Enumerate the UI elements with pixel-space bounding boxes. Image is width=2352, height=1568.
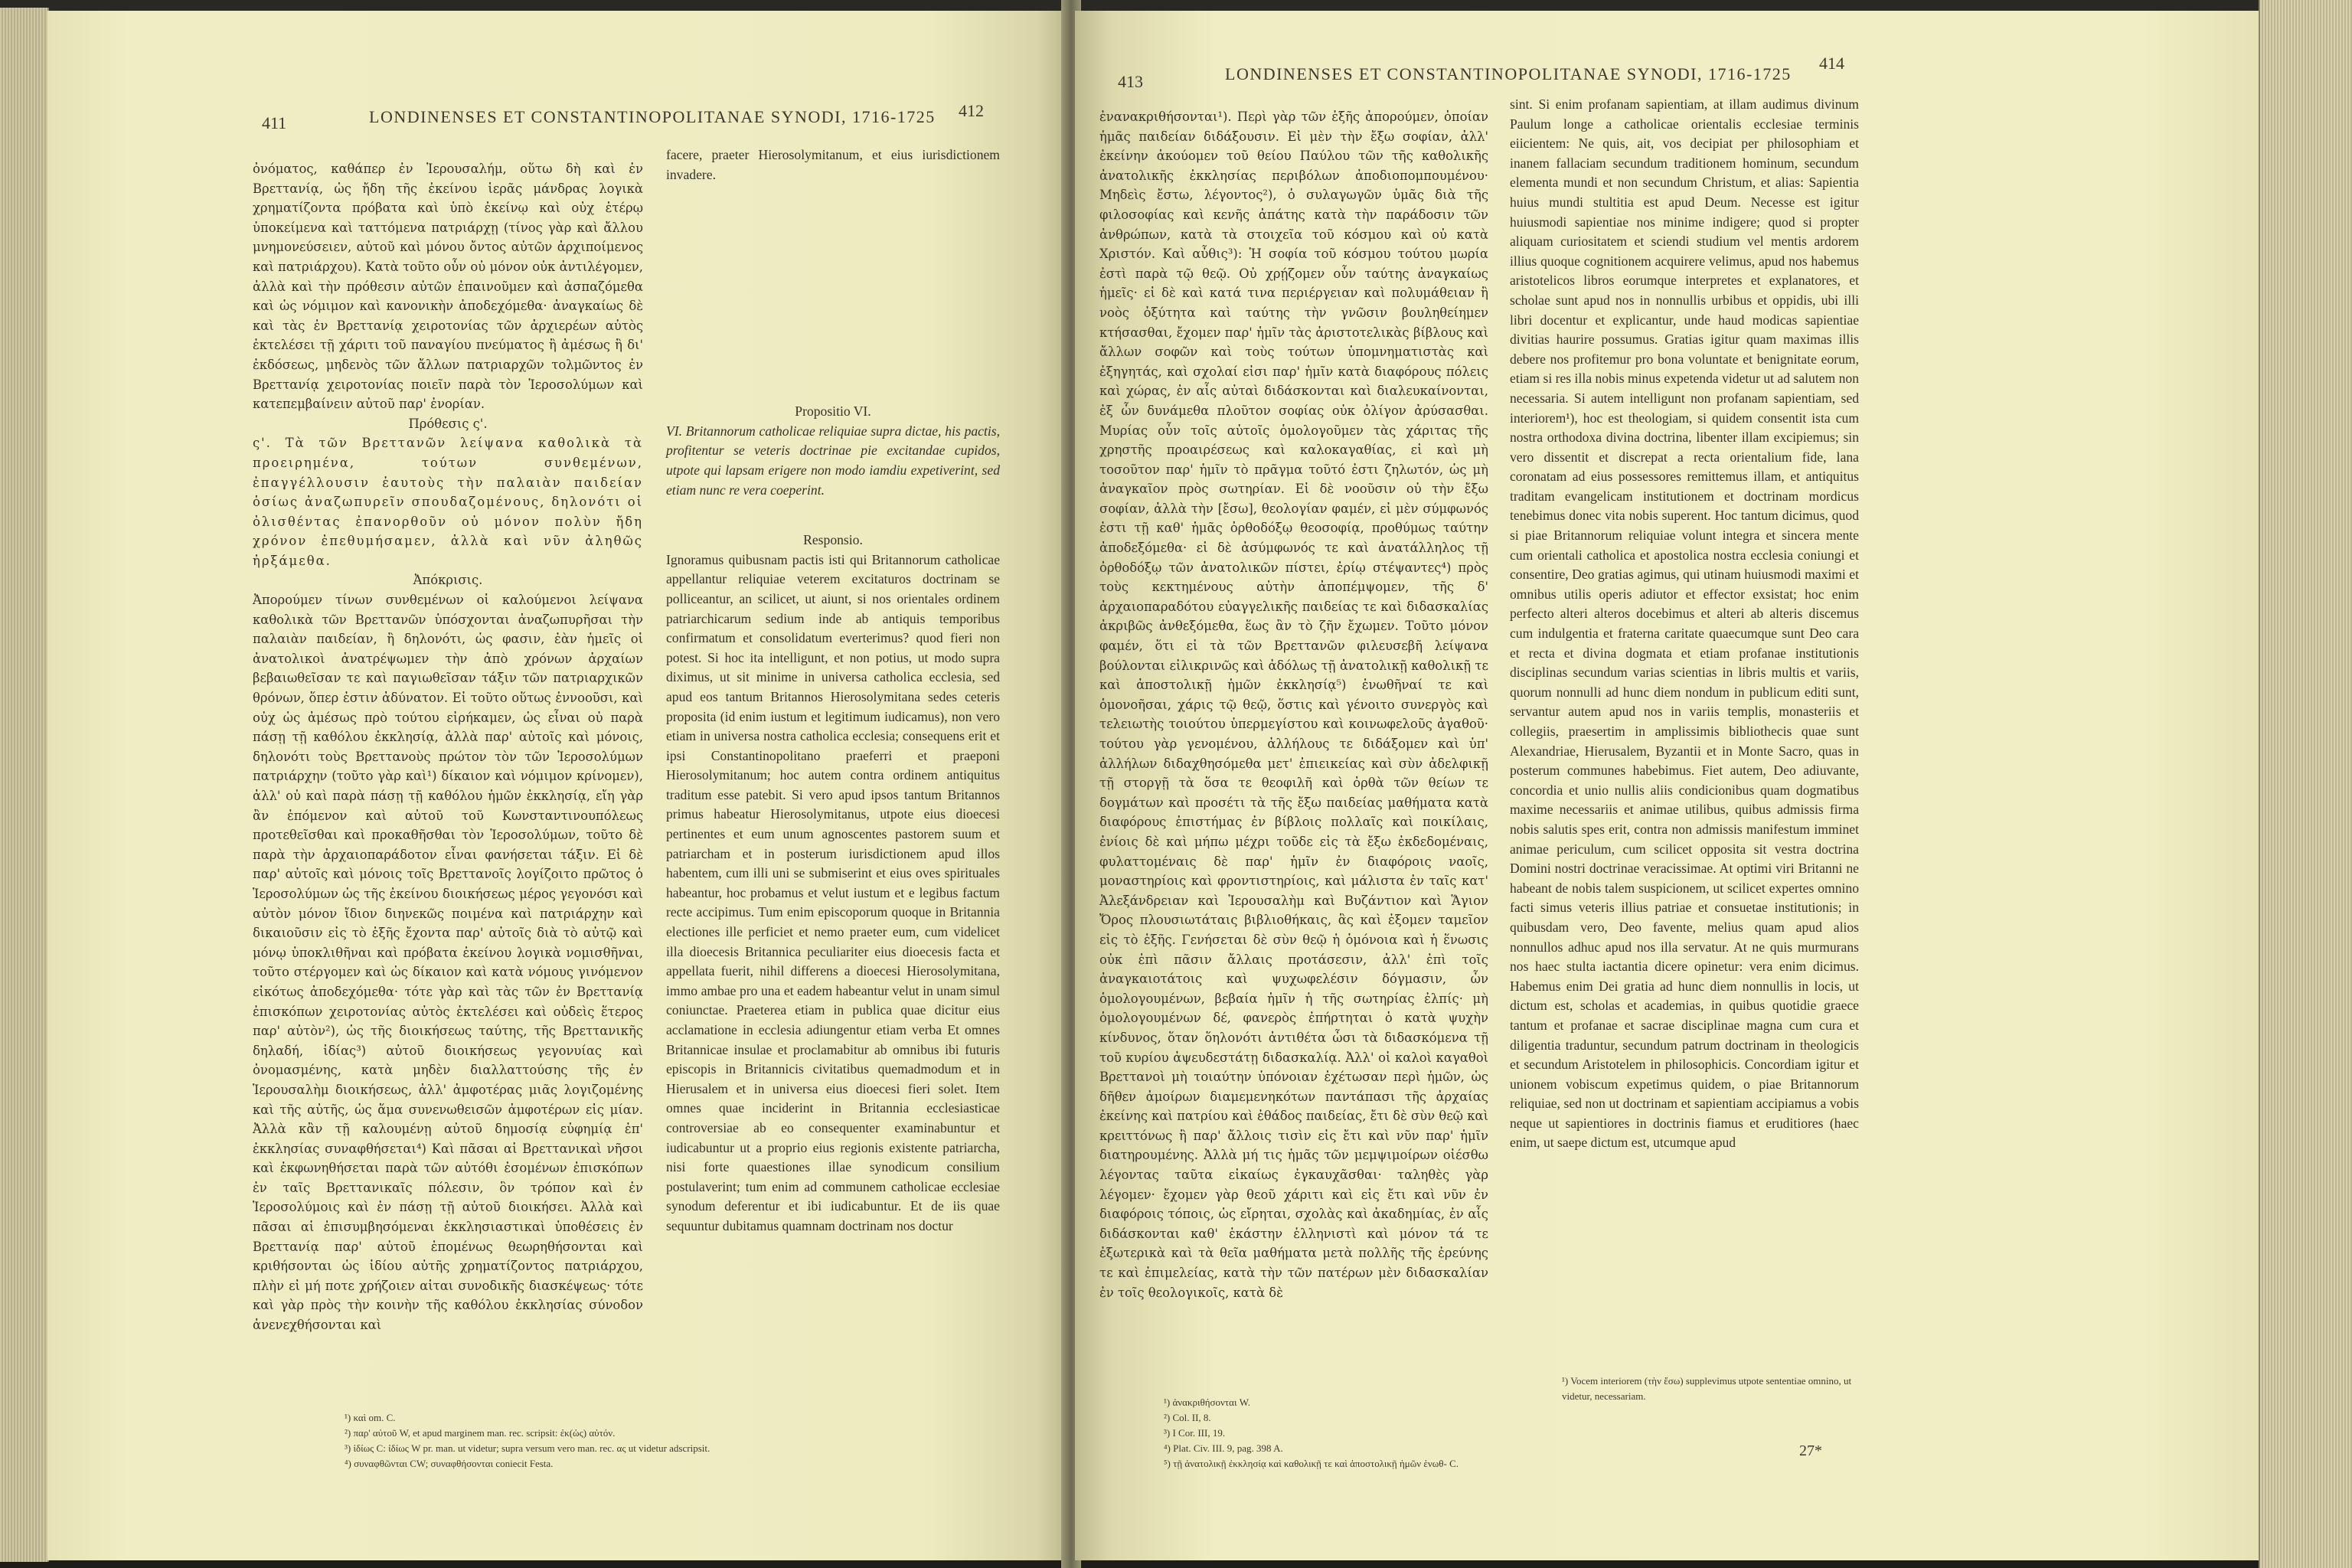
latin-column-right: [1510, 95, 1859, 1153]
greek-response-text: Ἀπορούμεν τίνων συνθεμένων οἱ καλούμενοι λείψανα καθολικὰ τῶν Βρεττανῶν ὑπόσχονται ἀναζωπυρῆσαι τὴν παλαιὰν παιδείαν, ἢ δηλονότι, ὡς φασιν, ἐὰν ἡμεῖς οἱ ἀνατολικοὶ ἀνατρέψωμεν τὴν ἀπὸ χρόνων ἀρχαίων βεβαιωθεῖσαν τε καὶ παγιωθεῖσαν τάξιν τῶν πατριαρχικῶν θρόνων, ὅπερ ἐστιν ἀδύνατον. Εἰ τοῦτο οὕτως ἐννοοῦσι, καὶ οὐχ ὡς ἀμέσως πρὸ τούτου εἰρήκαμεν, ὡς εἶναι οὐ παρὰ πάσῃ τῇ καθόλου ἐκκλησίᾳ, ἀλλὰ παρ' αὐτοῖς καὶ μόνοις, δηλονότι τοὺς Βρεττανοὺς πρώτον τὸν τῶν Ἱεροσολύμων πατριάρχην (τοῦτο γὰρ καὶ¹) δίκαιον καὶ νόμιμον κρίνομεν), ἀλλ' οὐ καὶ παρὰ πάσῃ τῇ καθόλου ἡμῶν ἐκκλησίᾳ, εἴη γὰρ ἂν ἑπόμενον καὶ αὐτοῦ τοῦ Κωνσταντινουπόλεως προτεθεῖσθαι καὶ προκαθῆσθαι τὸν Ἱεροσολύμων, τοῦτο δὲ παρὰ τὴν ἀρχαιοπαράδοτον εἶναι φανήσεται τάξιν. Εἰ δὲ παρ' αὐτοῖς καὶ μόνοις τοῖς Βρεττανοῖς λογίζοιτο πρῶτος ὁ Ἱεροσολύμων ὡς τῆς ἐκείνου διοικήσεως μέρος γεγονόσι καὶ αὐτὸν μόνον ἴδιον διηνεκῶς ποιμένα καὶ πατριάρχην καὶ δικαιοῦσιν εἰς τὸ ἑξῆς ἔχοντα παρ' αὐτοῖς διὰ τὸ αὐτῷ καὶ μόνῳ ὑποκλιθῆναι καὶ πρόβατα ἐκείνου λογικὰ νομισθῆναι, τοῦτο στέργομεν καὶ ὡς δίκαιον καὶ κατὰ νόμους γινόμενον εἰκότως ἀποδεχόμεθα· τότε γὰρ καὶ τὰς τῶν ἐν Βρεττανίᾳ ἐπισκόπων χειροτονίας αὐτὸς ἐκτελέσει καὶ οὐδεὶς ἕτερος παρ' αὐτὸν²), ὡς τῆς διοικήσεως ταύτης, τῆς Βρεττανικῆς δηλαδή, ἰδίας³) αὐτοῦ διοικήσεως γεγονυίας καὶ ὀνομασμένης, κατὰ μηδὲν διαλλαττούσης τῆς ἐν Ἱερουσαλὴμ διοικήσεως, ἀλλ' ἀμφοτέρας μιᾶς λογιζομένης καὶ τῆς αὐτῆς, ὡς ἅμα συνενωθεισῶν ἀμφοτέρων εἰς μίαν. Ἀλλὰ κἂν τῇ καλουμένῃ αὐτοῦ δημοσίᾳ εὐφημίᾳ ἐπ' ἐκκλησίας συναφθήσεται⁴) Καὶ πᾶσαι αἱ Βρεττανικαὶ νῆσοι καὶ ἐκφωνηθήσεται παρὰ τῶν αὐτόθι ἐσομένων ἐπισκόπων ἐν ταῖς Βρεττανικαῖς πόλεσιν, ὃν τρόπον καὶ ἐν Ἱεροσολύμοις καὶ ἐν πάσῃ τῇ αὐτοῦ διοικήσει. Ἀλλὰ καὶ πᾶσαι αἱ ἐπισυμβησόμεναι ἐκκλησιαστικαὶ ὑποθέσεις ἐν Βρεττανίᾳ παρ' αὐτοῦ ἑπομένως θεωρηθήσονται καὶ κριθήσονται ὡς ἰδίου αὐτῆς χρηματίζοντος πατριάρχου, πλὴν εἰ μή ποτε χρήζοιεν αἱται συνοδικῆς διασκέψεως· τότε καὶ γὰρ πρὸς τὴν κοινὴν τῆς καθόλου ἐκκλησίας σύνοδον ἀνενεχθήσονται καὶ: [253, 593, 643, 1333]
latin-proposition-text: VI. Britannorum catholicae reliquiae supra dictae, his pactis, profitentur se veteris doctrinae pie excitandae cupidos, utpote qui lapsam erigere non modo iamdiu expetiverint, sed etiam nunc re vera coeperint.: [666, 423, 1000, 498]
footnote-right-latin: ¹) Vocem interiorem (τὴν ἔσω) supplevimus utpote sententiae omnino, ut videtur, necessariam.: [1562, 1375, 1852, 1402]
page-number-413: 413: [1118, 72, 1143, 91]
greek-column-left: [253, 159, 643, 1335]
footnote: ³) ἰδίως C: ἰδίως W pr. man. ut videtur; supra versum vero man. rec. ας ut videtur adscripsit.: [345, 1442, 710, 1454]
footnotes-left: [345, 1410, 773, 1472]
greek-response-heading: Ἀπόκρισις.: [413, 573, 483, 588]
running-head-left: LONDINENSES ET CONSTANTINOPOLITANAE SYNODI, 1716-1725: [369, 107, 936, 126]
footnote: ¹) ἀνακριθήσονται W.: [1164, 1396, 1251, 1408]
latin-intro-paragraph: facere, praeter Hierosolymitanum, et eius iurisdictionem invadere.: [666, 147, 1000, 182]
right-page-edges: [2259, 0, 2352, 1568]
latin-text-right: sint. Si enim profanam sapientiam, at illam audimus divinum Paulum longe a catholicae orientalis ecclesiae terminis eiicientem: Ne quis, ait, vos decipiat per philosophiam et inanem fallaciam secundum traditionem hominum, secundum elementa mundi et non secundum Christum, et alias: Sapientia huius mundi stultitia est apud Deum. Necesse est igitur huiusmodi sapientiae nos minime indigere; quod si propter aliquam curiositatem et sciendi studium vel mentis ardorem illius quoque cognitionem acquirere velimus, apud nos habemus aristotelicos libros eorumque interpretes et explanatores, et scholae sunt apud nos in nonnullis urbibus et oppidis, ubi illi libri docentur et explicantur, unde haud modicas sapientiae divitias haurire possumus. Gratias igitur quam maximas illis debere nos profitemur pro bona voluntate et benignitate eorum, etiam si res illa nobis minus expetenda videtur ut ad salutem non necessaria. Si autem intelligunt non profanam sapientiam, sed interiorem¹), hoc est theologiam, si quidem consentit ista cum nostra orthodoxa divina doctrina, libenter illam excipiemus; sin vero dissentit et discrepat a recta orientalium fide, lana coronatam ad eius possessores remittemus illam, et antiquitus traditam evangelicam institutionem et doctrinam mordicus tenebimus donec vita nobis superent. Hoc tantum dicimus, quod si piae Britannorum reliquiae volunt integra et sincera mente cum orientali catholica et apostolica nostra ecclesia coniungi et consentire, Deo gratias agimus, qui utinam huiusmodi maximi et omnibus utilis operis adiutor et effector exsistat; hoc enim perfecto alteri alteros docebimus et alteri ab alteris discemus cum indulgentia et fraterna caritate quaecumque sunt Deo cara et recta et divina dogmata et etiam profanae institutionis disciplinas secundum varias scientias in libris multis et variis, quorum nonnulli ad hunc diem nondum in publicum editi sunt, servantur autem apud nos in variis templis, monasteriis et collegiis, praesertim in amplissimis bibliothecis quae sunt Alexandriae, Hierusalem, Byzantii et in Monte Sacro, quas in posterum communes habebimus. Fiet autem, Deo adiuvante, concordia et unio nullis aliis condicionibus quam dogmatibus maxime necessariis et animae utilibus, quibus admissis firma nobis salutis spes erit, contra non admissis manifestum imminet animae periculum, cum scilicet opposita sit vestra doctrina Domini nostri doctrinae veracissimae. At optimi viri Britanni ne habeant de nobis talem suspicionem, ut scilicet expertes omnino facti simus veteris illius patriae et consuetae institutionis; in quibusdam vero, Deo favente, melius quam apud alios nonnullos adhuc apud nos illa servatur. At ne quis murmurans nos haec stulta iactantia dicere opinetur: vera enim dicimus. Habemus enim Dei gratia ad hunc diem nonnullis in locis, ut dictum est, scholas et academias, in quibus quotidie graece tantum et profanae et sacrae disciplinae magna cum cura et diligentia traduntur, secundum patrum doctrinam in theologicis et secundum Aristotelem in philosophicis. Concordiam igitur et unionem vobiscum expetimus quidem, o piae Britannorum reliquiae, sed non ut doctrinam et sapientiam accipiamus a vobis neque ut sapientiores in doctrinis fiamus et eruditiores (haec enim, ut saepe dictum est, utcumque apud: [1510, 96, 1859, 1151]
page-number-412: 412: [959, 101, 984, 120]
latin-proposition-heading: Propositio VI.: [795, 403, 871, 420]
footnote: ¹) καὶ om. C.: [345, 1412, 396, 1423]
greek-intro-paragraph: ὀνόματος, καθάπερ ἐν Ἱερουσαλήμ, οὕτω δὴ καὶ ἐν Βρεττανίᾳ, ὡς ἤδη τῆς ἐκείνου ἱερᾶς μάνδρας λογικὰ χρηματίζοντα πρόβατα καὶ ὑπὸ ἐκείνῳ καὶ οὐχ ἑτέρῳ ὑποκείμενα καὶ ταττόμενα πατριάρχῃ (τίνος γὰρ καὶ ἄλλου μνημονεύσειεν, αὐτοῦ καὶ μόνου ὄντος αὐτῶν ἀρχιποίμενος καὶ πατριάρχου). Κατὰ τοῦτο οὖν οὐ μόνον οὐκ ἀντιλέγομεν, ἀλλὰ καὶ τὴν πρόθεσιν αὐτῶν ἐπαινοῦμεν καὶ ἀσπαζόμεθα καὶ ὡς νόμιμον καὶ κανονικὴν ἀποδεχόμεθα· ἀναγκαίως δὲ καὶ τὰς ἐν Βρεττανίᾳ χειροτονίας τῶν ἀρχιερέων αὐτὸς ἐκτελέσει τῇ χάριτι τοῦ παναγίου πνεύματος ἢ ἀμέσως ἢ δι' ἐκδόσεως, μηδενὸς τῶν ἄλλων πατριαρχῶν τολμῶντος ἐν Βρεττανίᾳ χειροτονίας ποιεῖν παρὰ τὸν Ἱεροσολύμων καὶ κατεπεμβαίνειν αὐτοῦ παρ' ἐνορίαν.: [253, 162, 643, 412]
footnote: ²) Col. II, 8.: [1164, 1412, 1211, 1423]
signature-mark: 27*: [1799, 1442, 1822, 1459]
footnote: ⁵) τῇ ἀνατολικῇ ἐκκλησίᾳ καὶ καθολικῇ τε καὶ ἀποστολικῇ ἡμῶν ἑνωθ- C.: [1164, 1458, 1459, 1469]
greek-column-right: [1099, 107, 1488, 1302]
page-number-414: 414: [1819, 54, 1844, 73]
page-number-411: 411: [262, 113, 287, 132]
left-page: [47, 11, 1067, 1560]
right-page: [1075, 11, 2259, 1560]
footnote: ⁴) Plat. Civ. III. 9, pag. 398 A.: [1164, 1442, 1283, 1454]
latin-column-left: [666, 145, 1000, 1236]
latin-response-text: Ignoramus quibusnam pactis isti qui Britannorum catholicae appellantur reliquiae veterem excitaturos doctrinam se polliceantur, an scilicet, ut aiunt, si nos orientales ordinem patriarchicarum sedium inde ab antiquis temporibus confirmatum et consolidatum everterimus? quod fieri non potest. Si hoc ita intelligunt, et non potius, ut modo supra diximus, ut sit minime in universa catholica ecclesia, sed apud eos tantum Britannos Hierosolymitana sedes ceteris proposita (id enim iustum et legitimum iudicamus), non vero etiam in universa nostra catholica ecclesia; consequens erit et ipsi Constantinopolitano praeferri et praeponi Hierosolymitanum; hoc autem contra ordinem antiquitus traditum esse patebit. Si vero apud ipsos tantum Britannos primus habeatur Hierosolymitanus, utpote eius dioecesi pertinentes et eum unum agnoscentes pastorem suum et patriarcham et in posterum iurisdictionem apud illos habentem, cum illi uni se submiserint et eius oves spirituales habeantur, hoc probamus et velut iustum et e legibus factum recte accipimus. Tum enim episcoporum quoque in Britannia electiones ille perficiet et nemo praeter eum, cum videlicet illa dioecesis Britannica peculiariter eius dioecesis facta et appellata fuerit, nihil differens a dioecesi Hierosolymitana, immo ambae pro una et eadem habeantur velut in unam simul coniunctae. Praeterea etiam in publica quae dicitur eius acclamatione in ecclesia adiungentur etiam verba Et omnes Britannicae insulae et proclamabitur ab omnibus ibi futuris episcopis in Britannicis civitatibus quemadmodum et in Hierusalem et in universa eius dioecesi fieri solet. Item omnes quae inciderint in Britannia ecclesiasticae controversiae ab eo consequenter examinabuntur et iudicabuntur ut a proprio eius regionis existente patriarcha, nisi forte quaestiones illae synodicum consilium postulaverint; tum enim ad communem catholicae ecclesiae synodum deferentur et ibi iudicabuntur. Et de iis quae sequuntur dubitamus quamnam doctrinam nos doctur: [666, 551, 1000, 1233]
footnote: ³) I Cor. III, 19.: [1164, 1427, 1226, 1439]
latin-response-heading: Responsio.: [803, 532, 863, 548]
greek-text-right: ἐνανακριθήσονται¹). Περὶ γὰρ τῶν ἑξῆς ἀπορούμεν, ὁποίαν ἡμᾶς παιδείαν διδάξουσιν. Εἰ μὲν τὴν ἔξω σοφίαν, ἀλλ' ἐκείνην ἀκούομεν τοῦ θείου Παύλου τῶν τῆς καθολικῆς ἀνατολικῆς ἐκκλησίας περιβόλων ἀποδιοπομπουμένου· Μηδεὶς ἔστω, λέγοντος²), ὁ συλαγωγῶν ὑμᾶς διὰ τῆς φιλοσοφίας καὶ κενῆς ἀπάτης κατὰ τὴν παράδοσιν τῶν ἀνθρώπων, κατὰ τὰ στοιχεῖα τοῦ κόσμου καὶ οὐ κατὰ Χριστόν. Καὶ αὖθις³): Ἡ σοφία τοῦ κόσμου τούτου μωρία ἐστὶ παρὰ τῷ θεῷ. Οὐ χρῄζομεν οὖν ταύτης ἀναγκαίως ἡμεῖς· εἰ δὲ καὶ κατά τινα περιέργειαν καὶ πολυμάθειαν ἢ νοὸς ὀξύτητα καὶ ταύτης τὴν γνῶσιν βουληθείημεν κτήσασθαι, ἔχομεν παρ' ἡμῖν τὰς ἀριστοτελικὰς βίβλους καὶ ἄλλων σοφῶν καὶ τοὺς τούτων ὑπομνηματιστὰς καὶ ἐξηγητάς, καὶ σχολαί εἰσι παρ' ἡμῖν κατὰ διαφόρους πόλεις καὶ χώρας, ἐν αἷς αὐταὶ διδάσκονται καὶ διαλευκαίνονται, ἐξ ὧν δυνάμεθα πλοῦτον σοφίας οὐκ ὀλίγον ἀρύσασθαι. Μυρίας οὖν τοῖς αὐτοῖς ὁμολογοῦμεν τὰς χάριτας τῆς χρηστῆς προαιρέσεως καὶ καλοκαγαθίας, εἰ καὶ μὴ τοσοῦτον παρ' ἡμῖν τὸ πρᾶγμα τοῦτό ἐστι ζηλωτόν, ὡς μὴ ἀναγκαῖον πρὸς σωτηρίαν. Εἰ δὲ νοοῦσιν οὐ τὴν ἔξω σοφίαν, ἀλλὰ τὴν [ἔσω], θεολογίαν φαμέν, εἰ μὲν σύμφωνός ἐστι τῇ καθ' ἡμᾶς ὀρθοδόξῳ θεοσοφίᾳ, προθύμως ταύτην ἀποδεξόμεθα· εἰ δὲ ἀσύμφωνός τε καὶ ἀνατάλληλος τῇ ὀρθοδόξῳ τῶν ἀνατολικῶν πίστει, ἐρίῳ στέψαντες⁴) πρὸς τοὺς κεκτημένους αὐτὴν ἀποπέμψομεν, τῆς δ' ἀρχαιοπαραδότου εὐαγγελικῆς παιδείας τε καὶ διδασκαλίας ἀκριβῶς ἀνθεξόμεθα, ἕως ἂν τὸ ζῆν ἔχωμεν. Τοῦτο μόνον φαμέν, ὅτι εἰ τὰ τῶν Βρεττανῶν φιλευσεβῆ λείψανα βούλονται εἰλικρινῶς καὶ ἀδόλως τῇ ἀνατολικῇ καθολικῇ τε καὶ ἀποστολικῇ ἡμῶν ἐκκλησίᾳ⁵) ἑνωθῆναί τε καὶ ὁμονοῆσαι, χάρις τῷ θεῷ, ὅστις καὶ γένοιτο συνεργὸς καὶ τελειωτὴς τοιούτου ὑπερμεγίστου καὶ κοινωφελοῦς ἀγαθοῦ· τούτου γὰρ γενομένου, ἀλλήλους τε διδάξομεν καὶ ὑπ' ἀλλήλων διδαχθησόμεθα μετ' ἐπιεικείας καὶ σὺν ἀδελφικῇ τῇ στοργῇ τὰ ὅσα τε θεοφιλῆ καὶ ὀρθὰ τῶν θείων τε δογμάτων καὶ προσέτι τὰ τῆς ἔξω παιδείας μαθήματα κατὰ διαφόρους ἐπιστήμας ἐν βίβλοις πολλαῖς καὶ ποικίλαις, ἐνίοις δὲ καὶ μήπω μέχρι τοῦδε εἰς τὰ ἔξω ἐκδεδομέναις, φυλαττομέναις δὲ παρ' ἡμῖν ἐν διαφόροις ναοῖς, μοναστηρίοις καὶ φροντιστηρίοις, καὶ μάλιστα ἐν ταῖς κατ' Ἀλεξάνδρειαν καὶ Ἱερουσαλὴμ καὶ Βυζάντιον καὶ Ἅγιον Ὄρος πλουσιωτάταις βιβλιοθήκαις, ἃς καὶ ἐξομεν ταμεῖον εἰς τὸ ἑξῆς. Γενήσεται δὲ σὺν θεῷ ἡ ὁμόνοια καὶ ἡ ἕνωσις οὐκ ἐπὶ πᾶσιν ἄλλαις προτάσεσιν, ἀλλ' ἐπὶ τοῖς ἀναγκαιοτάτοις καὶ ψυχωφελέσιν δόγμασιν, ὧν ὁμολογουμένων, βεβαία ἡμῖν ἡ τῆς σωτηρίας ἐλπίς· μὴ ὁμολογουμένων δέ, φανερὸς ἐπήρτηται ὁ κατὰ ψυχὴν κίνδυνος, ὅταν ὅηλονότι ἀντιθέτα ὦσι τὰ διδασκόμενα τῇ τοῦ κυρίου ἀψευδεστάτῃ διδασκαλίᾳ. Ἀλλ' οἱ καλοὶ καγαθοὶ Βρεττανοὶ μὴ τοιαύτην ὑπόνοιαν ἐχέτωσαν περὶ ἡμῶν, ὡς δῆθεν ἀμοίρων διαμεμενηκότων παντάπασι τῆς ἀρχαίας ἐκείνης καὶ πατρίου καὶ ἐθάδος παιδείας, ἔτι δὲ σὺν θεῷ καὶ κρειττόνως ἢ παρ' ἄλλοις τισὶν εἰς ἔτι καὶ νῦν παρ' ἡμῖν διατηρουμένης. Ἀλλὰ μή τις ἡμᾶς τῶν μεμψιμοίρων οἰέσθω λέγοντας ταῦτα εἰκαίως ἐγκαυχᾶσθαι· ταληθὲς γὰρ λέγομεν· ἔχομεν γὰρ θεοῦ χάριτι καὶ εἰς ἔτι καὶ νῦν ἐν διαφόροις τόποις, ὡς εἴρηται, σχολὰς καὶ ἀκαδημίας, ἐν αἷς διδάσκονται καθ' ἑκάστην ἑλληνιστὶ καὶ μόνον τά τε ἐξωτερικὰ καὶ τὰ θεῖα μαθήματα μετὰ πολλῆς τῆς ἐρεύνης τε καὶ ἐπιμελείας, κατὰ τὴν τῶν πατέρων μὲν διδασκαλίαν ἐν τοῖς θεολογικοῖς, κατὰ δὲ: [1099, 109, 1488, 1300]
greek-proposition-text: ς'. Τὰ τῶν Βρεττανῶν λείψανα καθολικὰ τὰ προειρημένα, τούτων συνθεμένων, ἐπαγγέλλουσιν ἑαυτοὺς τὴν παλαιὰν παιδείαν ὁσίως ἀναζωπυρεῖν σπουδαζομένους, δηλονότι οἱ ὀλισθέντας ἐπανορθοῦν οὐ μόνον πολὺν ἤδη χρόνον ἐπεθυμήσαμεν, ἀλλὰ καὶ νῦν ἀληθῶς ἠρξάμεθα.: [253, 436, 643, 568]
greek-proposition-heading: Πρόθεσις ς'.: [408, 416, 488, 431]
footnote: ⁴) συναφθῶνται CW; συναφθήσονται coniecit Festa.: [345, 1458, 554, 1469]
footnotes-right-greek: [1164, 1395, 1485, 1472]
left-page-edges: [0, 8, 49, 1562]
footnote: ²) παρ' αὐτοῦ W, et apud marginem man. rec. scripsit: ἐκ(ὡς) αὐτόν.: [345, 1427, 616, 1439]
running-head-right: LONDINENSES ET CONSTANTINOPOLITANAE SYNODI, 1716-1725: [1225, 64, 1792, 83]
